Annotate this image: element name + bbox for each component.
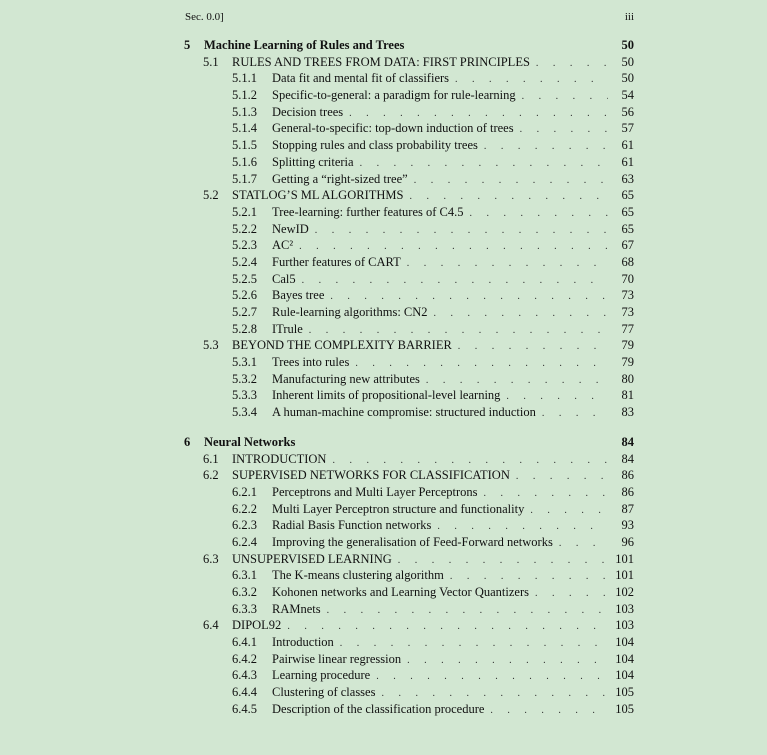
entry-page: 101 <box>615 568 634 583</box>
entry-number: 6.4.2 <box>232 651 257 666</box>
entry-page: 70 <box>621 271 634 286</box>
subsection-entry[interactable] <box>184 154 634 171</box>
entry-title: A human-machine compromise: structured induction <box>272 405 536 420</box>
entry-number: 6.1 <box>203 451 219 466</box>
subsection-entry[interactable] <box>184 271 634 288</box>
subsection-entry[interactable] <box>184 684 634 701</box>
entry-title: Bayes tree <box>272 288 325 303</box>
subsection-entry[interactable] <box>184 304 634 321</box>
entry-page: 81 <box>621 388 634 403</box>
entry-number: 5.1.1 <box>232 71 257 86</box>
entry-page: 50 <box>621 71 634 86</box>
subsection-entry[interactable] <box>184 601 634 618</box>
entry-page: 56 <box>621 104 634 119</box>
subsection-entry[interactable] <box>184 371 634 388</box>
entry-number: 5.2 <box>203 188 219 203</box>
entry-title: General-to-specific: top-down induction of trees <box>272 121 514 136</box>
entry-number: 6.2.4 <box>232 534 257 549</box>
entry-page: 67 <box>621 238 634 253</box>
entry-title: INTRODUCTION <box>232 451 327 466</box>
entry-number: 5.1.6 <box>232 154 257 169</box>
dot-leader <box>490 703 608 720</box>
entry-page: 101 <box>615 551 634 566</box>
entry-title: BEYOND THE COMPLEXITY BARRIER <box>232 338 452 353</box>
section-entry[interactable] <box>184 337 634 354</box>
entry-page: 84 <box>621 451 634 466</box>
entry-page: 57 <box>621 121 634 136</box>
subsection-entry[interactable] <box>184 387 634 404</box>
entry-number: 6.3.2 <box>232 585 257 599</box>
entry-number: 5 <box>184 38 191 52</box>
subsection-entry[interactable] <box>184 104 634 121</box>
entry-page: 93 <box>621 518 634 533</box>
entry-page: 73 <box>621 305 634 319</box>
entry-page: 103 <box>615 601 634 616</box>
subsection-entry[interactable] <box>184 137 634 154</box>
entry-title: AC² <box>272 238 294 253</box>
entry-page: 65 <box>621 188 634 203</box>
entry-page: 63 <box>621 171 634 186</box>
entry-title: Manufacturing new attributes <box>272 371 420 386</box>
section-entry[interactable] <box>184 54 634 71</box>
entry-title: SUPERVISED NETWORKS FOR CLASSIFICATION <box>232 468 510 483</box>
entry-title: RULES AND TREES FROM DATA: FIRST PRINCIPLES <box>232 54 530 69</box>
entry-page: 61 <box>621 154 634 169</box>
entry-number: 5.2.5 <box>232 271 257 286</box>
subsection-entry[interactable] <box>184 567 634 584</box>
entry-number: 5.2.7 <box>232 305 257 319</box>
entry-page: 80 <box>621 371 634 386</box>
subsection-entry[interactable] <box>184 120 634 137</box>
entry-number: 6.4.5 <box>232 701 257 716</box>
subsection-entry[interactable] <box>184 204 634 221</box>
entry-title: Splitting criteria <box>272 154 354 169</box>
entry-title: Decision trees <box>272 104 344 119</box>
dot-leader <box>542 406 608 423</box>
entry-title: Specific-to-general: a paradigm for rule-learning <box>272 88 516 103</box>
entry-title: Perceptrons and Multi Layer Perceptrons <box>272 484 478 499</box>
table-of-contents <box>184 37 634 718</box>
subsection-entry[interactable] <box>184 501 634 518</box>
entry-title: UNSUPERVISED LEARNING <box>232 551 392 566</box>
entry-title: Neural Networks <box>204 434 296 449</box>
entry-title: RAMnets <box>272 601 321 616</box>
entry-page: 79 <box>621 338 634 353</box>
section-entry[interactable] <box>184 467 634 484</box>
entry-number: 5.1 <box>203 54 219 69</box>
subsection-entry[interactable] <box>184 667 634 684</box>
entry-number: 5.1.4 <box>232 121 257 136</box>
entry-title: Machine Learning of Rules and Trees <box>204 38 405 52</box>
entry-title: Cal5 <box>272 271 296 286</box>
entry-title: DIPOL92 <box>232 618 282 633</box>
entry-number: 5.3.3 <box>232 388 257 403</box>
subsection-entry[interactable] <box>184 354 634 371</box>
entry-number: 6.2 <box>203 468 219 483</box>
entry-title: Kohonen networks and Learning Vector Quantizers <box>272 585 529 599</box>
entry-title: Data fit and mental fit of classifiers <box>272 71 450 86</box>
entry-title: Description of the classification procedure <box>272 701 485 716</box>
entry-number: 6.3 <box>203 551 219 566</box>
entry-number: 5.2.2 <box>232 221 257 236</box>
entry-number: 5.1.5 <box>232 138 257 153</box>
entry-title: Improving the generalisation of Feed-Forward networks <box>272 534 553 549</box>
entry-title: NewID <box>272 221 309 236</box>
entry-number: 5.2.8 <box>232 321 257 336</box>
entry-number: 5.1.2 <box>232 88 257 103</box>
entry-number: 6.3.1 <box>232 568 257 583</box>
entry-page: 105 <box>615 701 634 716</box>
entry-number: 5.1.7 <box>232 171 257 186</box>
watermark <box>412 186 602 202</box>
subsection-entry[interactable] <box>184 517 634 534</box>
entry-title: Clustering of classes <box>272 685 376 700</box>
entry-number: 5.2.3 <box>232 238 257 253</box>
entry-title: Introduction <box>272 635 334 650</box>
entry-page: 86 <box>621 468 634 483</box>
entry-page: 84 <box>621 434 634 449</box>
entry-page: 65 <box>621 221 634 236</box>
entry-page: 73 <box>621 288 634 303</box>
entry-number: 5.2.1 <box>232 204 257 219</box>
subsection-entry[interactable] <box>184 651 634 668</box>
entry-title: Radial Basis Function networks <box>272 518 432 533</box>
subsection-entry[interactable] <box>184 634 634 651</box>
entry-title: Trees into rules <box>272 355 350 370</box>
entry-title: STATLOG’S ML ALGORITHMS <box>232 188 404 203</box>
entry-number: 5.2.4 <box>232 254 257 269</box>
entry-page: 96 <box>621 534 634 549</box>
subsection-entry[interactable] <box>184 484 634 501</box>
entry-title: Inherent limits of propositional-level learning <box>272 388 501 403</box>
subsection-entry[interactable] <box>184 404 634 421</box>
entry-title: The K-means clustering algorithm <box>272 568 444 583</box>
subsection-entry[interactable] <box>184 534 634 551</box>
entry-page: 61 <box>621 138 634 153</box>
subsection-entry[interactable] <box>184 87 634 104</box>
entry-page: 104 <box>615 635 634 650</box>
running-head <box>185 11 634 23</box>
page-number-roman: iii <box>624 11 634 23</box>
subsection-entry[interactable] <box>184 321 634 338</box>
entry-page: 68 <box>621 254 634 269</box>
subsection-entry[interactable] <box>184 171 634 188</box>
entry-number: 6.4.3 <box>232 668 257 683</box>
section-marker: Sec. 0.0] <box>185 11 224 23</box>
entry-number: 6 <box>184 434 191 449</box>
subsection-entry[interactable] <box>184 221 634 238</box>
entry-number: 6.4.4 <box>232 685 257 700</box>
entry-page: 102 <box>615 585 634 599</box>
section-entry[interactable] <box>184 551 634 568</box>
entry-page: 50 <box>621 38 634 52</box>
entry-title: Stopping rules and class probability trees <box>272 138 478 153</box>
entry-number: 5.3.1 <box>232 355 257 370</box>
entry-page: 65 <box>621 204 634 219</box>
entry-title: Tree-learning: further features of C4.5 <box>272 204 464 219</box>
subsection-entry[interactable] <box>184 584 634 601</box>
entry-number: 5.3.2 <box>232 371 257 386</box>
entry-page: 83 <box>621 405 634 420</box>
entry-title: Learning procedure <box>272 668 371 683</box>
entry-number: 5.2.6 <box>232 288 257 303</box>
entry-number: 5.3.4 <box>232 405 257 420</box>
entry-page: 50 <box>621 54 634 69</box>
subsection-entry[interactable] <box>184 701 634 718</box>
entry-page: 105 <box>615 685 634 700</box>
entry-number: 6.2.3 <box>232 518 257 533</box>
entry-number: 6.4.1 <box>232 635 257 650</box>
section-entry[interactable] <box>184 451 634 468</box>
entry-title: Getting a “right-sized tree” <box>272 171 408 186</box>
entry-page: 77 <box>621 321 634 336</box>
entry-page: 103 <box>615 618 634 633</box>
section-entry[interactable] <box>184 617 634 634</box>
entry-number: 6.2.2 <box>232 501 257 516</box>
entry-title: Pairwise linear regression <box>272 651 402 666</box>
subsection-entry[interactable] <box>184 237 634 254</box>
entry-title: Rule-learning algorithms: CN2 <box>272 305 428 319</box>
entry-number: 6.3.3 <box>232 601 257 616</box>
entry-page: 104 <box>615 651 634 666</box>
chapter-entry[interactable] <box>184 37 634 54</box>
entry-page: 79 <box>621 355 634 370</box>
subsection-entry[interactable] <box>184 254 634 271</box>
entry-number: 6.2.1 <box>232 484 257 499</box>
entry-page: 54 <box>621 88 634 103</box>
subsection-entry[interactable] <box>184 70 634 87</box>
entry-number: 5.3 <box>203 338 219 353</box>
entry-page: 87 <box>621 501 634 516</box>
entry-title: Multi Layer Perceptron structure and functionality <box>272 501 525 516</box>
chapter-entry[interactable] <box>184 434 634 451</box>
entry-title: ITrule <box>272 321 303 336</box>
entry-page: 104 <box>615 668 634 683</box>
entry-number: 6.4 <box>203 618 219 633</box>
subsection-entry[interactable] <box>184 287 634 304</box>
entry-title: Further features of CART <box>272 254 401 269</box>
entry-page: 86 <box>621 484 634 499</box>
entry-number: 5.1.3 <box>232 104 257 119</box>
